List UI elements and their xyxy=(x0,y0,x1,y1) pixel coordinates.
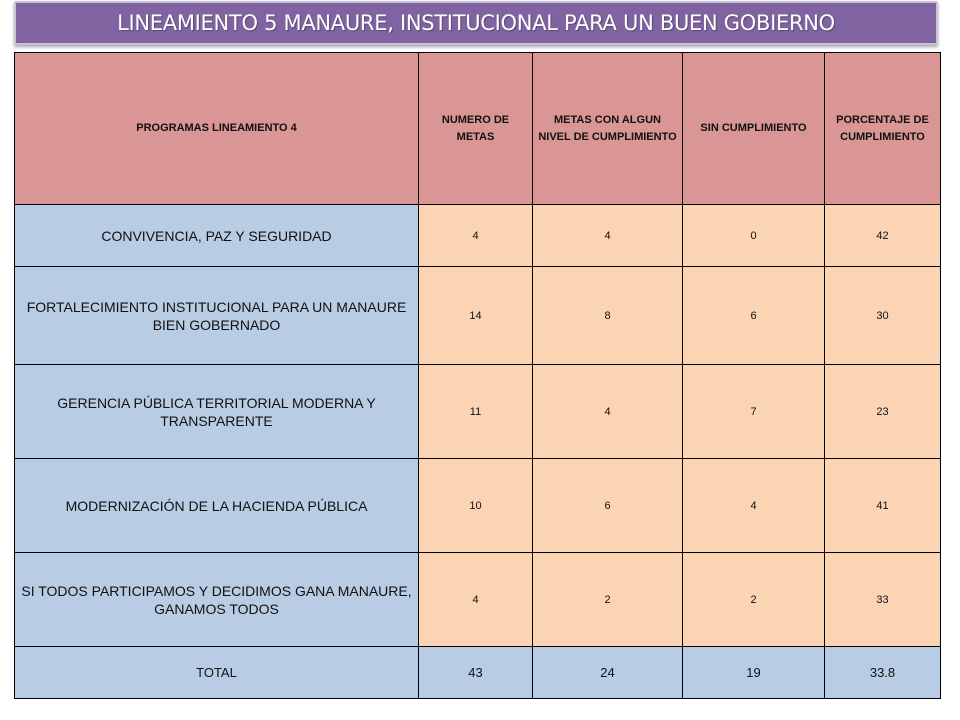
table-row xyxy=(15,365,941,459)
total-row xyxy=(15,647,941,699)
con-cumplimiento-value: 8 xyxy=(533,267,683,365)
table-row xyxy=(15,205,941,267)
porcentaje-value: 23 xyxy=(825,365,941,459)
header-row xyxy=(15,53,941,205)
con-cumplimiento-value: 2 xyxy=(533,553,683,647)
porcentaje-value: 30 xyxy=(825,267,941,365)
program-name: GERENCIA PÚBLICA TERRITORIAL MODERNA Y TRANSPARENTE xyxy=(15,365,419,459)
metas-value: 4 xyxy=(419,205,533,267)
table-row xyxy=(15,267,941,365)
porcentaje-value: 33 xyxy=(825,553,941,647)
header-metas-cumplimiento: METAS CON ALGUN NIVEL DE CUMPLIMIENTO xyxy=(533,53,683,205)
page-title: LINEAMIENTO 5 MANAURE, INSTITUCIONAL PARA UN BUEN GOBIERNO xyxy=(117,11,835,35)
total-metas: 43 xyxy=(419,647,533,699)
porcentaje-value: 42 xyxy=(825,205,941,267)
total-label: TOTAL xyxy=(15,647,419,699)
porcentaje-value: 41 xyxy=(825,459,941,553)
con-cumplimiento-value: 6 xyxy=(533,459,683,553)
table-row xyxy=(15,553,941,647)
program-name: SI TODOS PARTICIPAMOS Y DECIDIMOS GANA MANAURE, GANAMOS TODOS xyxy=(15,553,419,647)
header-programs: PROGRAMAS LINEAMIENTO 4 xyxy=(15,53,419,205)
total-porcentaje: 33.8 xyxy=(825,647,941,699)
metas-value: 4 xyxy=(419,553,533,647)
sin-cumplimiento-value: 0 xyxy=(683,205,825,267)
title-banner xyxy=(14,1,938,45)
metas-value: 11 xyxy=(419,365,533,459)
con-cumplimiento-value: 4 xyxy=(533,205,683,267)
table-row xyxy=(15,459,941,553)
header-sin-cumplimiento: SIN CUMPLIMIENTO xyxy=(683,53,825,205)
program-name: CONVIVENCIA, PAZ Y SEGURIDAD xyxy=(15,205,419,267)
header-porcentaje: PORCENTAJE DE CUMPLIMIENTO xyxy=(825,53,941,205)
sin-cumplimiento-value: 6 xyxy=(683,267,825,365)
header-numero-metas: NUMERO DE METAS xyxy=(419,53,533,205)
program-name: FORTALECIMIENTO INSTITUCIONAL PARA UN MANAURE BIEN GOBERNADO xyxy=(15,267,419,365)
sin-cumplimiento-value: 4 xyxy=(683,459,825,553)
total-sin-cumplimiento: 19 xyxy=(683,647,825,699)
sin-cumplimiento-value: 2 xyxy=(683,553,825,647)
metas-value: 10 xyxy=(419,459,533,553)
con-cumplimiento-value: 4 xyxy=(533,365,683,459)
program-table xyxy=(14,52,941,699)
metas-value: 14 xyxy=(419,267,533,365)
sin-cumplimiento-value: 7 xyxy=(683,365,825,459)
total-con-cumplimiento: 24 xyxy=(533,647,683,699)
program-name: MODERNIZACIÓN DE LA HACIENDA PÚBLICA xyxy=(15,459,419,553)
